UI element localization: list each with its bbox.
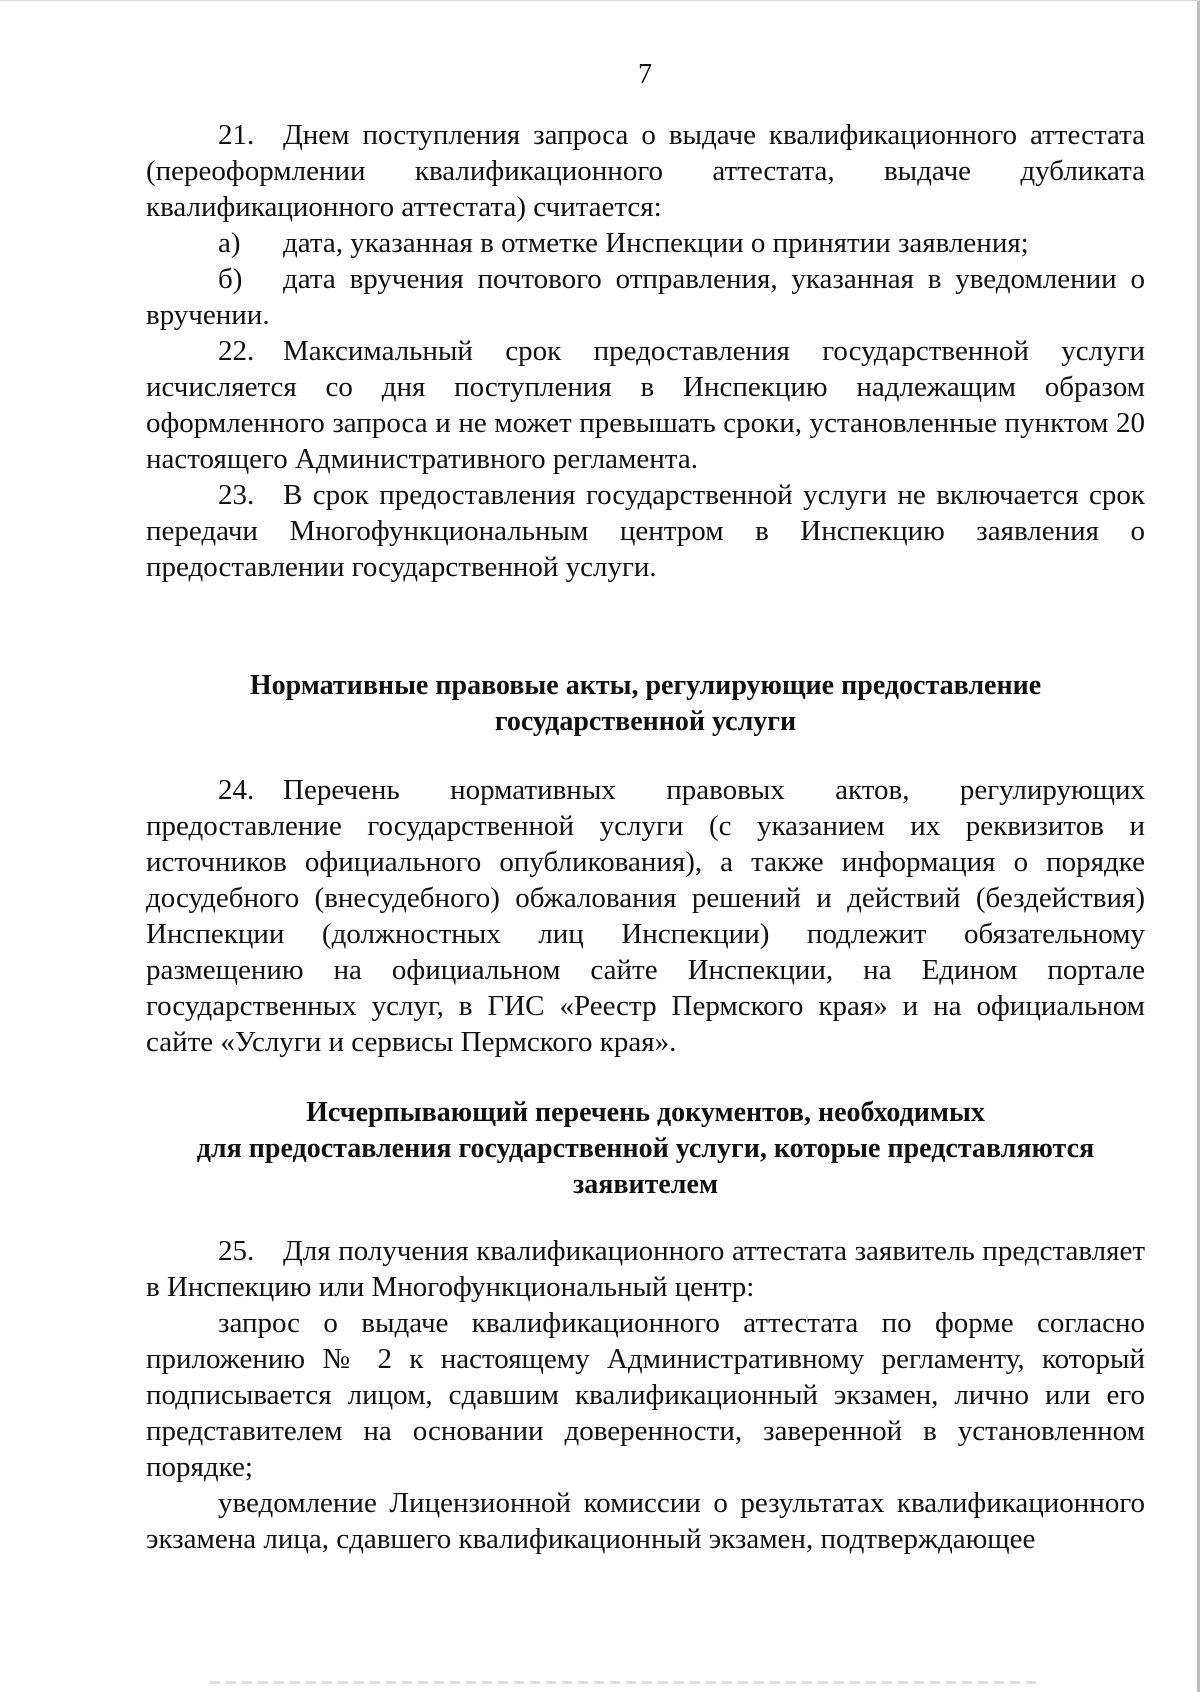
paragraph-text: Максимальный срок предоставления государственной услуги исчисляется со дня поступления в Инспекцию надлежащим образом оформленного запроса и не может превышать сроки, установленные пунктом 20 настоящего Административного регламента.: [146, 335, 1145, 475]
list-item-a: [146, 225, 1145, 261]
paragraph-22: [146, 333, 1145, 477]
paragraph-number: 23.: [218, 479, 255, 511]
paragraph-number: 22.: [218, 335, 255, 367]
heading-line: Нормативные правовые акты, регулирующие предоставление: [249, 670, 1042, 701]
heading-line: заявителем: [572, 1169, 719, 1200]
section-heading-documents-list: [146, 1095, 1145, 1203]
scan-artifact: [210, 1681, 1040, 1684]
paragraph-23: [146, 477, 1145, 585]
paragraph-text: Перечень нормативных правовых актов, регулирующих предоставление государственной услуги (с указанием их реквизитов и источников официального опубликования), а также информация о порядке досудебного (внесудебного) обжалования решений и действий (бездействия) Инспекции (должностных лиц Инспекции) подлежит обязательному размещению на официальном сайте Инспекции, на Едином портале государственных услуг, в ГИС «Реестр Пермского края» и на официальном сайте «Услуги и сервисы Пермского края».: [146, 774, 1145, 1058]
heading-line: государственной услуги: [494, 706, 797, 737]
list-marker: а): [218, 227, 241, 259]
document-body: [146, 117, 1145, 1557]
paragraph-notice: уведомление Лицензионной комиссии о результатах квалификационного экзамена лица, сдавшего квалификационный экзамен, подтверждающее: [146, 1487, 1145, 1555]
list-item-text: дата вручения почтового отправления, указанная в уведомлении о вручении.: [146, 263, 1145, 331]
heading-line: для предоставления государственной услуги, которые представляются: [196, 1133, 1095, 1164]
list-item-b: [146, 261, 1145, 333]
paragraph-25: [146, 1233, 1145, 1305]
paragraph-text: В срок предоставления государственной услуги не включается срок передачи Многофункциональным центром в Инспекцию заявления о предоставлении государственной услуги.: [146, 479, 1145, 583]
paragraph-request: запрос о выдаче квалификационного аттестата по форме согласно приложению № 2 к настоящему Административному регламенту, который подписывается лицом, сдавшим квалификационный экзамен, лично или его представителем на основании доверенности, заверенной в установленном порядке;: [146, 1307, 1145, 1483]
paragraph-text: Днем поступления запроса о выдаче квалификационного аттестата (переоформлении квалификационного аттестата, выдаче дубликата квалификационного аттестата) считается:: [146, 119, 1145, 223]
paragraph-number: 25.: [218, 1235, 255, 1267]
heading-line: Исчерпывающий перечень документов, необходимых: [306, 1097, 985, 1128]
paragraph-24: [146, 772, 1145, 1060]
section-heading-normative-acts: [146, 668, 1145, 740]
paragraph-text: Для получения квалификационного аттестата заявитель представляет в Инспекцию или Многофункциональный центр:: [146, 1235, 1145, 1303]
paragraph-number: 21.: [218, 119, 255, 151]
paragraph-number: 24.: [218, 774, 255, 806]
list-marker: б): [218, 263, 243, 295]
list-item-text: дата, указанная в отметке Инспекции о принятии заявления;: [283, 227, 1029, 259]
page-number: 7: [638, 59, 652, 90]
paragraph-21: [146, 117, 1145, 225]
